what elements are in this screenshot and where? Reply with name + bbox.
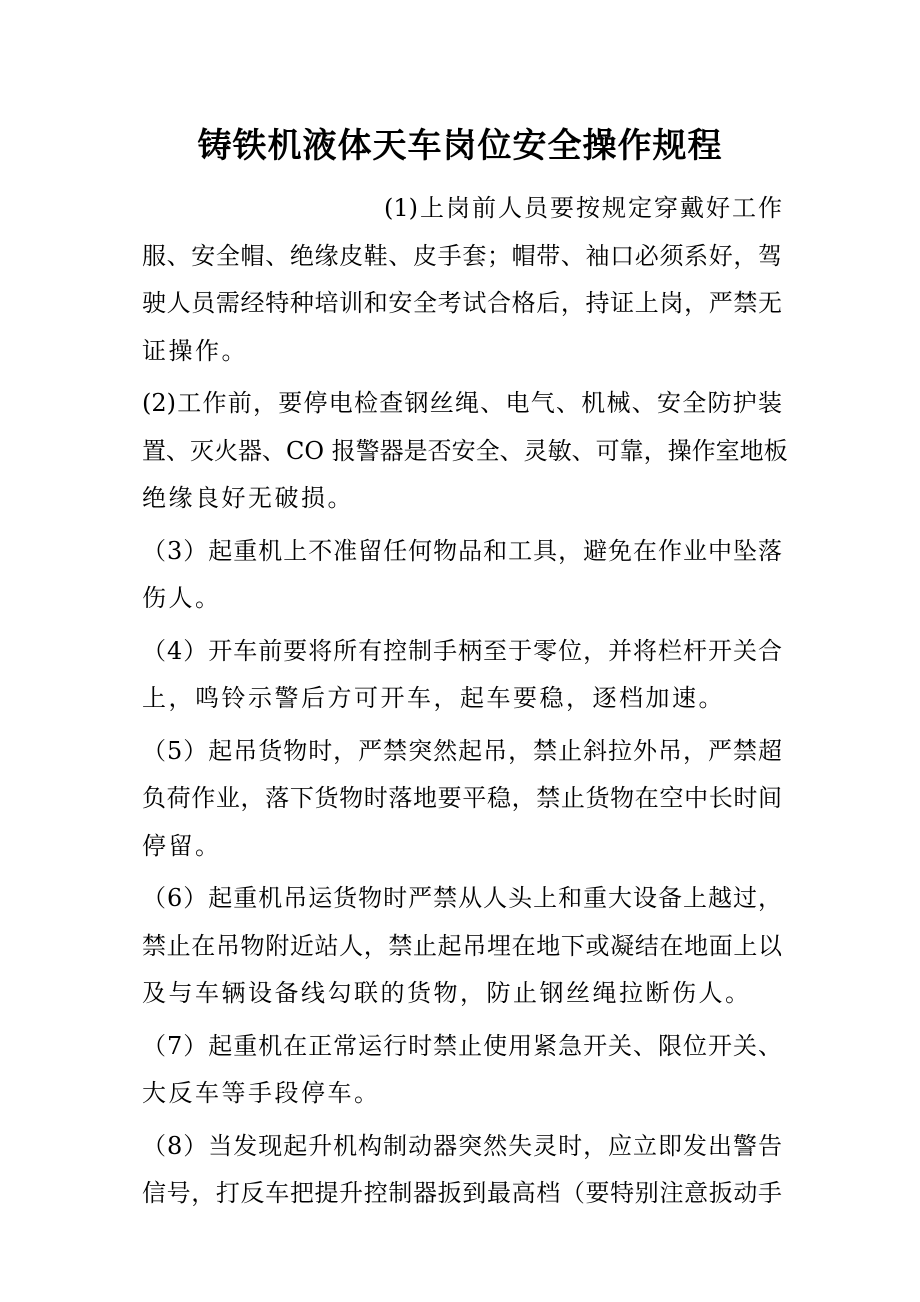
text-line: 置、灭火器、CO 报警器是否安全、灵敏、可靠，操作室地板 bbox=[142, 436, 788, 465]
text-line: 大反车等手段停车。 bbox=[142, 1079, 381, 1107]
text-line: 禁止在吊物附近站人，禁止起吊埋在地下或凝结在地面上以 bbox=[142, 931, 782, 960]
text-line: （8）当发现起升机构制动器突然失灵时，应立即发出警告 bbox=[142, 1131, 782, 1160]
paragraph bbox=[142, 1026, 782, 1121]
paragraph bbox=[142, 188, 782, 378]
paragraph bbox=[142, 531, 782, 626]
text-line: （7）起重机在正常运行时禁止使用紧急开关、限位开关、 bbox=[142, 1031, 782, 1060]
text-line: 证操作。 bbox=[142, 336, 248, 365]
text-line: （5）起吊货物时，严禁突然起吊，禁止斜拉外吊，严禁超 bbox=[142, 736, 782, 765]
paragraph bbox=[142, 383, 788, 526]
text-line: （3）起重机上不准留任何物品和工具，避免在作业中坠落 bbox=[142, 536, 782, 565]
text-line: 绝缘良好无破损。 bbox=[142, 484, 354, 512]
text-line: 伤人。 bbox=[142, 584, 222, 612]
paragraph bbox=[142, 1126, 782, 1221]
text-line: (2)工作前，要停电检查钢丝绳、电气、机械、安全防护装 bbox=[142, 389, 782, 417]
text-line: 信号，打反车把提升控制器扳到最高档（要特别注意扳动手 bbox=[142, 1179, 782, 1207]
text-line: 及与车辆设备线勾联的货物，防止钢丝绳拉断伤人。 bbox=[142, 979, 752, 1007]
paragraph bbox=[142, 878, 782, 1021]
paragraph bbox=[142, 731, 782, 874]
text-line: (1)上岗前人员要按规定穿戴好工作 bbox=[384, 194, 782, 222]
text-line: 上，鸣铃示警后方可开车，起车要稳，逐档加速。 bbox=[142, 684, 725, 712]
text-line: 服、安全帽、绝缘皮鞋、皮手套；帽带、袖口必须系好，驾 bbox=[142, 241, 782, 270]
document-title: 铸铁机液体天车岗位安全操作规程 bbox=[197, 126, 723, 166]
text-line: （4）开车前要将所有控制手柄至于零位，并将栏杆开关合 bbox=[142, 636, 782, 665]
text-line: （6）起重机吊运货物时严禁从人头上和重大设备上越过， bbox=[142, 884, 782, 912]
document-body bbox=[142, 188, 788, 1226]
text-line: 停留。 bbox=[142, 831, 222, 860]
paragraph bbox=[142, 631, 782, 726]
text-line: 负荷作业，落下货物时落地要平稳，禁止货物在空中长时间 bbox=[142, 784, 782, 812]
text-line: 驶人员需经特种培训和安全考试合格后，持证上岗，严禁无 bbox=[142, 289, 782, 317]
